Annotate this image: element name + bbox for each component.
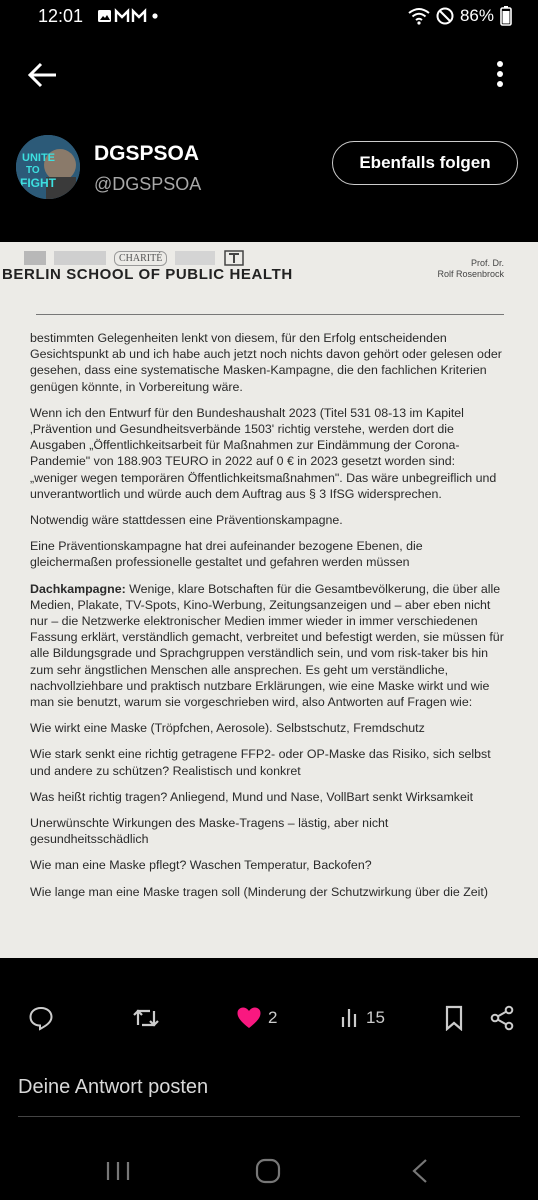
question: Wie stark senkt eine richtig getragene FFP2- oder OP-Maske das Risiko, sich selbst und andere zu schützen? Realistisch und konkret — [30, 747, 491, 778]
share-icon — [490, 1005, 514, 1031]
dot-icon — [152, 13, 157, 18]
post-image[interactable] — [0, 242, 538, 958]
dnd-icon — [436, 7, 454, 25]
document-logos — [24, 248, 245, 268]
like-count: 2 — [268, 1008, 278, 1027]
back-button[interactable] — [26, 58, 60, 92]
home-icon — [254, 1150, 282, 1190]
notification-icons-svg — [98, 8, 160, 24]
retweet-icon — [132, 1005, 160, 1031]
question: Wie man eine Maske pflegt? Waschen Temperatur, Backofen? — [30, 858, 372, 873]
svg-text:FIGHT: FIGHT — [20, 176, 56, 190]
question: Wie wirkt eine Maske (Tröpfchen, Aerosole). Selbstschutz, Fremdschutz — [30, 721, 425, 736]
retweet-button[interactable] — [132, 1000, 160, 1036]
bookmark-button[interactable] — [444, 1000, 464, 1036]
reply-input[interactable]: Deine Antwort posten — [18, 1076, 209, 1098]
avatar-image — [16, 135, 80, 199]
views-icon — [340, 1007, 360, 1029]
more-vertical-icon — [490, 58, 510, 92]
document-institution: BERLIN SCHOOL OF PUBLIC HEALTH — [2, 266, 293, 283]
question: Was heißt richtig tragen? Anliegend, Mund und Nase, VollBart senkt Wirksamkeit — [30, 789, 474, 804]
reply-button[interactable] — [28, 1000, 54, 1036]
author-title: Prof. Dr. — [470, 258, 504, 268]
bookmark-icon — [444, 1005, 464, 1031]
like-button[interactable] — [236, 1000, 277, 1036]
paragraph: Eine Präventionskampagne hat drei aufeinander bezogene Ebenen, die gleichermaßen professionelle gestaltet und gefahren werden müssen — [30, 539, 423, 570]
battery-percent: 86% — [459, 6, 494, 25]
share-button[interactable] — [490, 1000, 514, 1036]
views-count: 15 — [366, 1008, 385, 1027]
more-options-button[interactable] — [490, 58, 510, 92]
author-name: Rolf Rosenbrock — [437, 269, 504, 279]
paragraph: Notwendig wäre stattdessen eine Präventionskampagne. — [30, 513, 343, 528]
svg-text:UNITE: UNITE — [22, 152, 55, 164]
profile-handle[interactable]: @DGSPSOA — [94, 174, 202, 194]
document-body — [30, 330, 504, 910]
battery-icon — [500, 6, 512, 26]
avatar[interactable] — [16, 135, 80, 199]
question: Wie lange man eine Maske tragen soll (Minderung der Schutzwirkung über die Zeit) — [30, 884, 488, 899]
clock: 12:01 — [38, 6, 84, 26]
profile-name[interactable]: DGSPSOA — [94, 142, 200, 165]
paragraph: Wenn ich den Entwurf für den Bundeshaushalt 2023 (Titel 531 08-13 im Kapitel ‚Prävention und Gesundheitsverbände 1503' richtig verstehe, werden dort die Ausgaben „Öffentlichkeitsarbeit für Maßnahmen zur Eindämmung der Corona-Pandemie" von 188.903 TEURO in 2022 auf 0 € in 2023 gesetzt worden sind: „weniger wegen temporären Öffentlichkeitsmaßnahmen". Das wäre unbegreiflich und unverantwortlich und würde auch dem Auftrag aus § 3 IfSG widersprechen. — [30, 405, 497, 501]
paragraph-dachkampagne — [30, 581, 504, 711]
reply-divider — [18, 1116, 520, 1117]
dach-text: Wenige, klare Botschaften für die Gesamtbevölkerung, die über alle Medien, Plakate, TV-Spots, Kino-Werbung, Zeitungsanzeigen und – aber eben nicht nur – die Netzwerke elektronischer Medien immer wieder in immer verschiedenen Fassung erklärt, verständlich gemacht, verbreitet und befestigt werden, sie müssen für alle Bildungsgrade und Sprachgruppen verständlich sein, und vom risk-taker bis hin zum sehr ängstlichen Menschen alle ansprechen. Es geht um verständliche, nachvollziehbare und praktisch nutzbare Erklärungen, wie eine Maske wirkt und wie man sie benutzt, warum sie vorgeschrieben wird, also Antworten auf Fragen wie: — [30, 581, 504, 710]
views-button[interactable] — [340, 1000, 385, 1036]
back-icon — [408, 1150, 432, 1190]
logo-tu-icon — [223, 249, 245, 267]
action-bar — [0, 1000, 538, 1036]
gallery-icon — [98, 10, 111, 22]
gmail-icon — [133, 11, 145, 22]
logo-charite: CHARITÉ — [114, 251, 167, 266]
document-author — [437, 258, 504, 280]
home-button[interactable] — [254, 1150, 282, 1190]
notification-icons — [98, 8, 160, 27]
system-nav-bar — [0, 1140, 538, 1200]
status-right — [408, 6, 512, 26]
comment-icon — [28, 1005, 54, 1031]
arrow-left-icon — [26, 58, 60, 92]
dach-label: Dachkampagne: — [30, 581, 126, 596]
recents-button[interactable] — [104, 1150, 132, 1190]
heart-icon — [236, 1006, 262, 1030]
wifi-icon — [408, 7, 430, 25]
follow-button[interactable]: Ebenfalls folgen — [332, 141, 518, 185]
gmail-icon — [116, 11, 128, 22]
svg-text:TO: TO — [26, 165, 40, 176]
logo-ash — [24, 251, 46, 265]
paragraph: bestimmten Gelegenheiten lenkt von diesem, für den Erfolg entscheidenden Gesichtspunkt ab und ich habe auch jetzt noch nichts davon gehört oder gelesen oder gesehen, dass eine systematische Masken-Kampagne, die den fachlichen Kriterien genügen könnte, in Vorbereitung wäre. — [30, 331, 502, 394]
question: Unerwünschte Wirkungen des Maske-Tragens – lästig, aber nicht gesundheitsschädlich — [30, 816, 389, 847]
recents-icon — [104, 1150, 132, 1190]
system-back-button[interactable] — [408, 1150, 432, 1190]
logo-placeholder — [175, 251, 215, 265]
status-bar — [0, 0, 538, 34]
document-divider — [36, 314, 504, 315]
logo-ash-text — [54, 251, 106, 265]
